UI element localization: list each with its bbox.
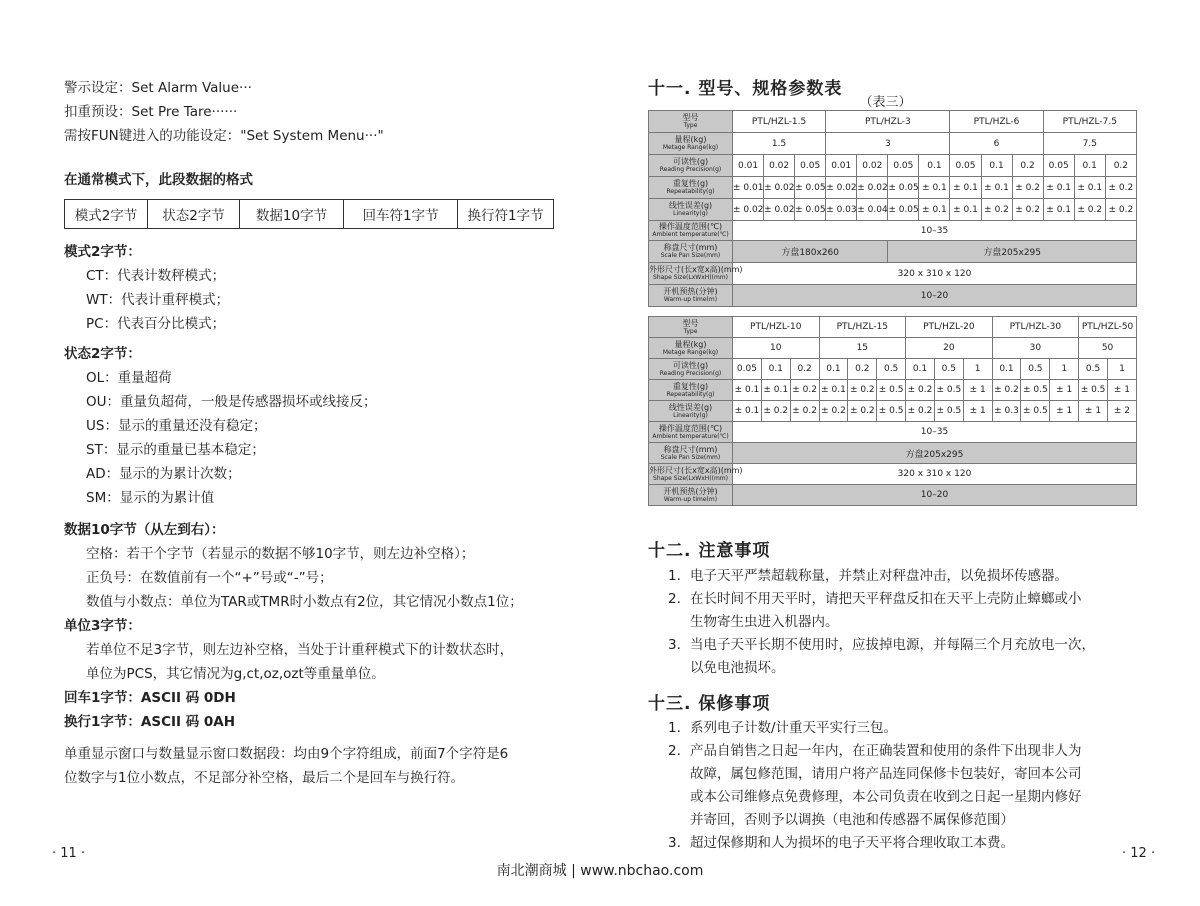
prec-value-cell: 0.2 xyxy=(1105,155,1136,177)
site-footer: 南北潮商城 | www.nbchao.com xyxy=(496,863,704,879)
format-cell-data: 数据10字节 xyxy=(240,200,344,229)
menu-line: 需按FUN键进入的功能设定："Set System Menu···" xyxy=(64,128,384,144)
row-temperature xyxy=(649,422,1137,443)
rep-value-cell: ± 0.1 xyxy=(950,177,981,199)
row-shape xyxy=(649,464,1137,485)
pan-cell: 方盘180x260 xyxy=(733,241,888,263)
model-cell: PTL/HZL-30 xyxy=(992,317,1079,338)
list-continuation: 故障，属包修范围，请用户将产品连同保修卡包装好，寄回本公司 xyxy=(690,766,1082,782)
list-number: 3. xyxy=(668,835,681,851)
rep-value-cell: ± 0.2 xyxy=(848,380,877,401)
lin-value-cell: ± 2 xyxy=(1107,401,1136,422)
data-heading: 数据10字节（从左到右）： xyxy=(64,522,225,538)
range-cell: 20 xyxy=(906,338,993,359)
model-cell: PTL/HZL-10 xyxy=(733,317,820,338)
sec11-subtitle: （表三） xyxy=(859,95,912,110)
status-item: OU：重量负超荷，一般是传感器损坏或线接反； xyxy=(86,394,377,410)
format-cell-lf: 换行符1字节 xyxy=(458,200,554,229)
prec-value-cell: 0.2 xyxy=(1012,155,1043,177)
range-cell: 6 xyxy=(950,133,1043,155)
label-shape: 外形尺寸(长x宽x高)(mm) Shape Size(LxWxH)(mm) xyxy=(649,263,733,285)
prec-value-cell: 0.1 xyxy=(919,155,950,177)
label-linearity: 线性误差(g) Linearity(g) xyxy=(649,401,733,422)
label-repeatability: 重复性(g) Repeatability(g) xyxy=(649,380,733,401)
summary-line: 位数字与1位小数点，不足部分补空格，最后二个是回车与换行符。 xyxy=(64,770,465,786)
row-repeatability xyxy=(649,380,1137,401)
status-item: OL：重量超荷 xyxy=(86,370,172,386)
format-cell-cr: 回车符1字节 xyxy=(344,200,458,229)
label-type: 型号 Type xyxy=(649,317,733,338)
status-heading: 状态2字节： xyxy=(64,346,141,362)
lin-value-cell: ± 0.3 xyxy=(992,401,1021,422)
shape-cell: 320 x 310 x 120 xyxy=(733,464,1137,485)
row-pan xyxy=(649,443,1137,464)
lin-value-cell: ± 0.1 xyxy=(919,199,950,221)
rep-value-cell: ± 1 xyxy=(963,380,992,401)
rep-value-cell: ± 0.02 xyxy=(826,177,857,199)
lin-value-cell: ± 0.2 xyxy=(819,401,848,422)
format-heading: 在通常模式下，此段数据的格式 xyxy=(64,172,253,188)
prec-value-cell: 0.05 xyxy=(1043,155,1074,177)
status-item: ST：显示的重量已基本稳定； xyxy=(86,442,265,458)
row-warmup xyxy=(649,285,1137,307)
summary-paragraph xyxy=(64,742,508,790)
model-cell: PTL/HZL-3 xyxy=(826,111,950,133)
label-precision: 可读性(g) Reading Precision(g) xyxy=(649,155,733,177)
rep-value-cell: ± 0.2 xyxy=(992,380,1021,401)
prec-value-cell: 0.1 xyxy=(819,359,848,380)
lin-value-cell: ± 0.5 xyxy=(877,401,906,422)
rep-value-cell: ± 0.1 xyxy=(981,177,1012,199)
prec-value-cell: 0.01 xyxy=(733,155,764,177)
model-cell: PTL/HZL-50 xyxy=(1079,317,1137,338)
status-item: US：显示的重量还没有稳定； xyxy=(86,418,267,434)
label-range: 量程(kg) Metage Range(kg) xyxy=(649,338,733,359)
rep-value-cell: ± 0.2 xyxy=(1012,177,1043,199)
lin-value-cell: ± 1 xyxy=(1079,401,1108,422)
row-precision xyxy=(649,359,1137,380)
row-repeatability xyxy=(649,177,1137,199)
mode-item: CT：代表计数秤模式； xyxy=(86,268,226,284)
lin-value-cell: ± 0.04 xyxy=(857,199,888,221)
rep-value-cell: ± 0.1 xyxy=(1074,177,1105,199)
label-linearity: 线性误差(g) Linearity(g) xyxy=(649,199,733,221)
list-item xyxy=(668,565,1095,588)
prec-value-cell: 0.5 xyxy=(1021,359,1050,380)
temperature-cell: 10–35 xyxy=(733,221,1137,241)
row-linearity xyxy=(649,199,1137,221)
format-cell-mode: 模式2字节 xyxy=(65,200,148,229)
model-cell: PTL/HZL-1.5 xyxy=(733,111,826,133)
lin-value-cell: ± 0.2 xyxy=(1074,199,1105,221)
row-warmup xyxy=(649,485,1137,506)
lin-value-cell: ± 0.05 xyxy=(888,199,919,221)
lin-value-cell: ± 0.2 xyxy=(1105,199,1136,221)
lin-value-cell: ± 1 xyxy=(963,401,992,422)
list-item xyxy=(668,717,1082,740)
list-number: 2. xyxy=(668,591,681,607)
pretare-line: 扣重预设：Set Pre Tare······ xyxy=(64,104,238,120)
status-item: AD：显示的为累计次数； xyxy=(86,466,241,482)
data-item: 数值与小数点：单位为TAR或TMR时小数点有2位，其它情况小数点1位； xyxy=(86,594,523,610)
mode-item: PC：代表百分比模式； xyxy=(86,316,226,332)
range-cell: 30 xyxy=(992,338,1079,359)
rep-value-cell: ± 0.05 xyxy=(888,177,919,199)
mode-heading: 模式2字节： xyxy=(64,244,141,260)
row-type xyxy=(649,317,1137,338)
model-cell: PTL/HZL-20 xyxy=(906,317,993,338)
lin-value-cell: ± 0.2 xyxy=(848,401,877,422)
sec11-header xyxy=(648,74,912,110)
prec-value-cell: 0.02 xyxy=(857,155,888,177)
lin-value-cell: ± 0.05 xyxy=(795,199,826,221)
rep-value-cell: ± 0.05 xyxy=(795,177,826,199)
list-number: 2. xyxy=(668,743,681,759)
lin-value-cell: ± 0.5 xyxy=(934,401,963,422)
sec12-title: 十二. 注意事项 xyxy=(648,541,771,561)
unit-item: 单位为PCS，其它情况为g,ct,oz,ozt等重量单位。 xyxy=(86,666,385,682)
warmup-cell: 10–20 xyxy=(733,485,1137,506)
rep-value-cell: ± 0.1 xyxy=(733,380,762,401)
cr-line: 回车1字节：ASCII 码 0DH xyxy=(64,690,236,706)
right-page-number: · 12 · xyxy=(1122,846,1156,861)
prec-value-cell: 0.05 xyxy=(733,359,762,380)
sec12 xyxy=(648,536,1095,680)
rep-value-cell: ± 0.02 xyxy=(764,177,795,199)
list-item xyxy=(668,588,1095,611)
sec13 xyxy=(648,689,1082,855)
lin-value-cell: ± 0.03 xyxy=(826,199,857,221)
label-repeatability: 重复性(g) Repeatability(g) xyxy=(649,177,733,199)
rep-value-cell: ± 0.1 xyxy=(819,380,848,401)
rep-value-cell: ± 1 xyxy=(1050,380,1079,401)
rep-value-cell: ± 0.2 xyxy=(906,380,935,401)
row-shape xyxy=(649,263,1137,285)
format-cell-status: 状态2字节 xyxy=(148,200,240,229)
sec12-list xyxy=(648,565,1095,680)
label-pan: 称盘尺寸(mm) Scale Pan Size(mm) xyxy=(649,241,733,263)
label-temperature: 操作温度范围(℃) Ambient temperature(℃) xyxy=(649,422,733,443)
lin-value-cell: ± 0.2 xyxy=(761,401,790,422)
rep-value-cell: ± 0.5 xyxy=(1079,380,1108,401)
prec-value-cell: 0.05 xyxy=(950,155,981,177)
model-cell: PTL/HZL-15 xyxy=(819,317,906,338)
label-range: 量程(kg) Metage Range(kg) xyxy=(649,133,733,155)
rep-value-cell: ± 0.1 xyxy=(1043,177,1074,199)
label-shape: 外形尺寸(长x宽x高)(mm) Shape Size(LxWxH)(mm) xyxy=(649,464,733,485)
sec13-title: 十三. 保修事项 xyxy=(648,694,771,714)
prec-value-cell: 1 xyxy=(1050,359,1079,380)
alarm-line: 警示设定：Set Alarm Value··· xyxy=(64,80,252,96)
sec11-title: 十一. 型号、规格参数表 xyxy=(648,79,843,99)
top-lines xyxy=(64,76,384,148)
mode-item: WT：代表计重秤模式； xyxy=(86,292,230,308)
prec-value-cell: 0.1 xyxy=(981,155,1012,177)
list-continuation: 并寄回，否则予以调换（电池和传感器不属保修范围） xyxy=(690,812,1014,828)
prec-value-cell: 0.1 xyxy=(761,359,790,380)
shape-cell: 320 x 310 x 120 xyxy=(733,263,1137,285)
mode-section xyxy=(64,240,229,336)
rep-value-cell: ± 0.5 xyxy=(877,380,906,401)
status-section xyxy=(64,342,377,510)
model-cell: PTL/HZL-6 xyxy=(950,111,1043,133)
lin-value-cell: ± 0.2 xyxy=(1012,199,1043,221)
range-cell: 7.5 xyxy=(1043,133,1136,155)
row-linearity xyxy=(649,401,1137,422)
data-item: 正负号：在数值前有一个“+”号或“-”号； xyxy=(86,570,333,586)
sec13-list xyxy=(648,717,1082,855)
range-cell: 3 xyxy=(826,133,950,155)
lin-value-cell: ± 0.2 xyxy=(790,401,819,422)
rep-value-cell: ± 0.02 xyxy=(857,177,888,199)
range-cell: 10 xyxy=(733,338,820,359)
format-table xyxy=(64,199,554,229)
label-pan: 称盘尺寸(mm) Scale Pan Size(mm) xyxy=(649,443,733,464)
list-continuation: 或本公司维修点免费修理，本公司负责在收到之日起一星期内修好 xyxy=(690,789,1082,805)
list-number: 1. xyxy=(668,720,681,736)
lin-value-cell: ± 0.1 xyxy=(1043,199,1074,221)
rep-value-cell: ± 0.5 xyxy=(1021,380,1050,401)
lin-value-cell: ± 0.5 xyxy=(1021,401,1050,422)
prec-value-cell: 0.5 xyxy=(934,359,963,380)
spec-table-2 xyxy=(648,316,1137,506)
prec-value-cell: 0.05 xyxy=(888,155,919,177)
left-page-number: · 11 · xyxy=(52,846,86,861)
pan-cell: 方盘205x295 xyxy=(888,241,1137,263)
prec-value-cell: 0.05 xyxy=(795,155,826,177)
row-pan xyxy=(649,241,1137,263)
lin-value-cell: ± 0.2 xyxy=(906,401,935,422)
data-item: 空格：若干个字节（若显示的数据不够10字节，则左边补空格）； xyxy=(86,546,475,562)
rep-value-cell: ± 0.1 xyxy=(919,177,950,199)
prec-value-cell: 0.1 xyxy=(992,359,1021,380)
lin-value-cell: ± 0.1 xyxy=(733,401,762,422)
row-temperature xyxy=(649,221,1137,241)
list-item xyxy=(668,740,1082,763)
prec-value-cell: 0.1 xyxy=(1074,155,1105,177)
prec-value-cell: 0.1 xyxy=(906,359,935,380)
lin-value-cell: ± 1 xyxy=(1050,401,1079,422)
prec-value-cell: 0.01 xyxy=(826,155,857,177)
list-continuation: 生物寄生虫进入机器内。 xyxy=(690,614,839,630)
range-cell: 1.5 xyxy=(733,133,826,155)
prec-value-cell: 0.02 xyxy=(764,155,795,177)
prec-value-cell: 0.2 xyxy=(848,359,877,380)
list-text: 产品自销售之日起一年内，在正确装置和使用的条件下出现非人为 xyxy=(690,743,1082,759)
list-text: 在长时间不用天平时，请把天平秤盘反扣在天平上壳防止蟑螂或小 xyxy=(690,591,1082,607)
prec-value-cell: 1 xyxy=(1107,359,1136,380)
rep-value-cell: ± 0.5 xyxy=(934,380,963,401)
label-temperature: 操作温度范围(℃) Ambient temperature(℃) xyxy=(649,221,733,241)
label-warmup: 开机预热(分钟) Warm-up time(m) xyxy=(649,285,733,307)
rep-value-cell: ± 1 xyxy=(1107,380,1136,401)
row-range xyxy=(649,338,1137,359)
list-text: 电子天平严禁超载称量，并禁止对秤盘冲击，以免损坏传感器。 xyxy=(690,568,1068,584)
lin-value-cell: ± 0.1 xyxy=(950,199,981,221)
list-text: 超过保修期和人为损坏的电子天平将合理收取工本费。 xyxy=(690,835,1014,851)
summary-line: 单重显示窗口与数量显示窗口数据段：均由9个字符组成，前面7个字符是6 xyxy=(64,746,509,762)
row-precision xyxy=(649,155,1137,177)
prec-value-cell: 0.5 xyxy=(1079,359,1108,380)
range-cell: 15 xyxy=(819,338,906,359)
label-warmup: 开机预热(分钟) Warm-up time(m) xyxy=(649,485,733,506)
status-item: SM：显示的为累计值 xyxy=(86,490,215,506)
lin-value-cell: ± 0.2 xyxy=(981,199,1012,221)
prec-value-cell: 0.2 xyxy=(790,359,819,380)
warmup-cell: 10–20 xyxy=(733,285,1137,307)
list-item xyxy=(668,634,1095,657)
row-type xyxy=(649,111,1137,133)
unit-heading: 单位3字节： xyxy=(64,618,141,634)
data-section xyxy=(64,518,523,734)
lf-line: 换行1字节：ASCII 码 0AH xyxy=(64,714,236,730)
list-number: 1. xyxy=(668,568,681,584)
list-text: 当电子天平长期不使用时，应拔掉电源，并每隔三个月充放电一次， xyxy=(690,637,1095,653)
lin-value-cell: ± 0.02 xyxy=(733,199,764,221)
prec-value-cell: 0.5 xyxy=(877,359,906,380)
range-cell: 50 xyxy=(1079,338,1137,359)
list-text: 系列电子计数/计重天平实行三包。 xyxy=(690,720,898,736)
rep-value-cell: ± 0.01 xyxy=(733,177,764,199)
pan-cell: 方盘205x295 xyxy=(733,443,1137,464)
spec-table-1 xyxy=(648,110,1137,307)
rep-value-cell: ± 0.2 xyxy=(1105,177,1136,199)
label-type: 型号 Type xyxy=(649,111,733,133)
rep-value-cell: ± 0.1 xyxy=(761,380,790,401)
unit-item: 若单位不足3字节，则左边补空格，当处于计重秤模式下的计数状态时， xyxy=(86,642,514,658)
temperature-cell: 10–35 xyxy=(733,422,1137,443)
model-cell: PTL/HZL-7.5 xyxy=(1043,111,1136,133)
row-range xyxy=(649,133,1137,155)
label-precision: 可读性(g) Reading Precision(g) xyxy=(649,359,733,380)
lin-value-cell: ± 0.02 xyxy=(764,199,795,221)
list-continuation: 以免电池损坏。 xyxy=(690,660,785,676)
list-item xyxy=(668,832,1082,855)
list-number: 3. xyxy=(668,637,681,653)
prec-value-cell: 1 xyxy=(963,359,992,380)
rep-value-cell: ± 0.2 xyxy=(790,380,819,401)
